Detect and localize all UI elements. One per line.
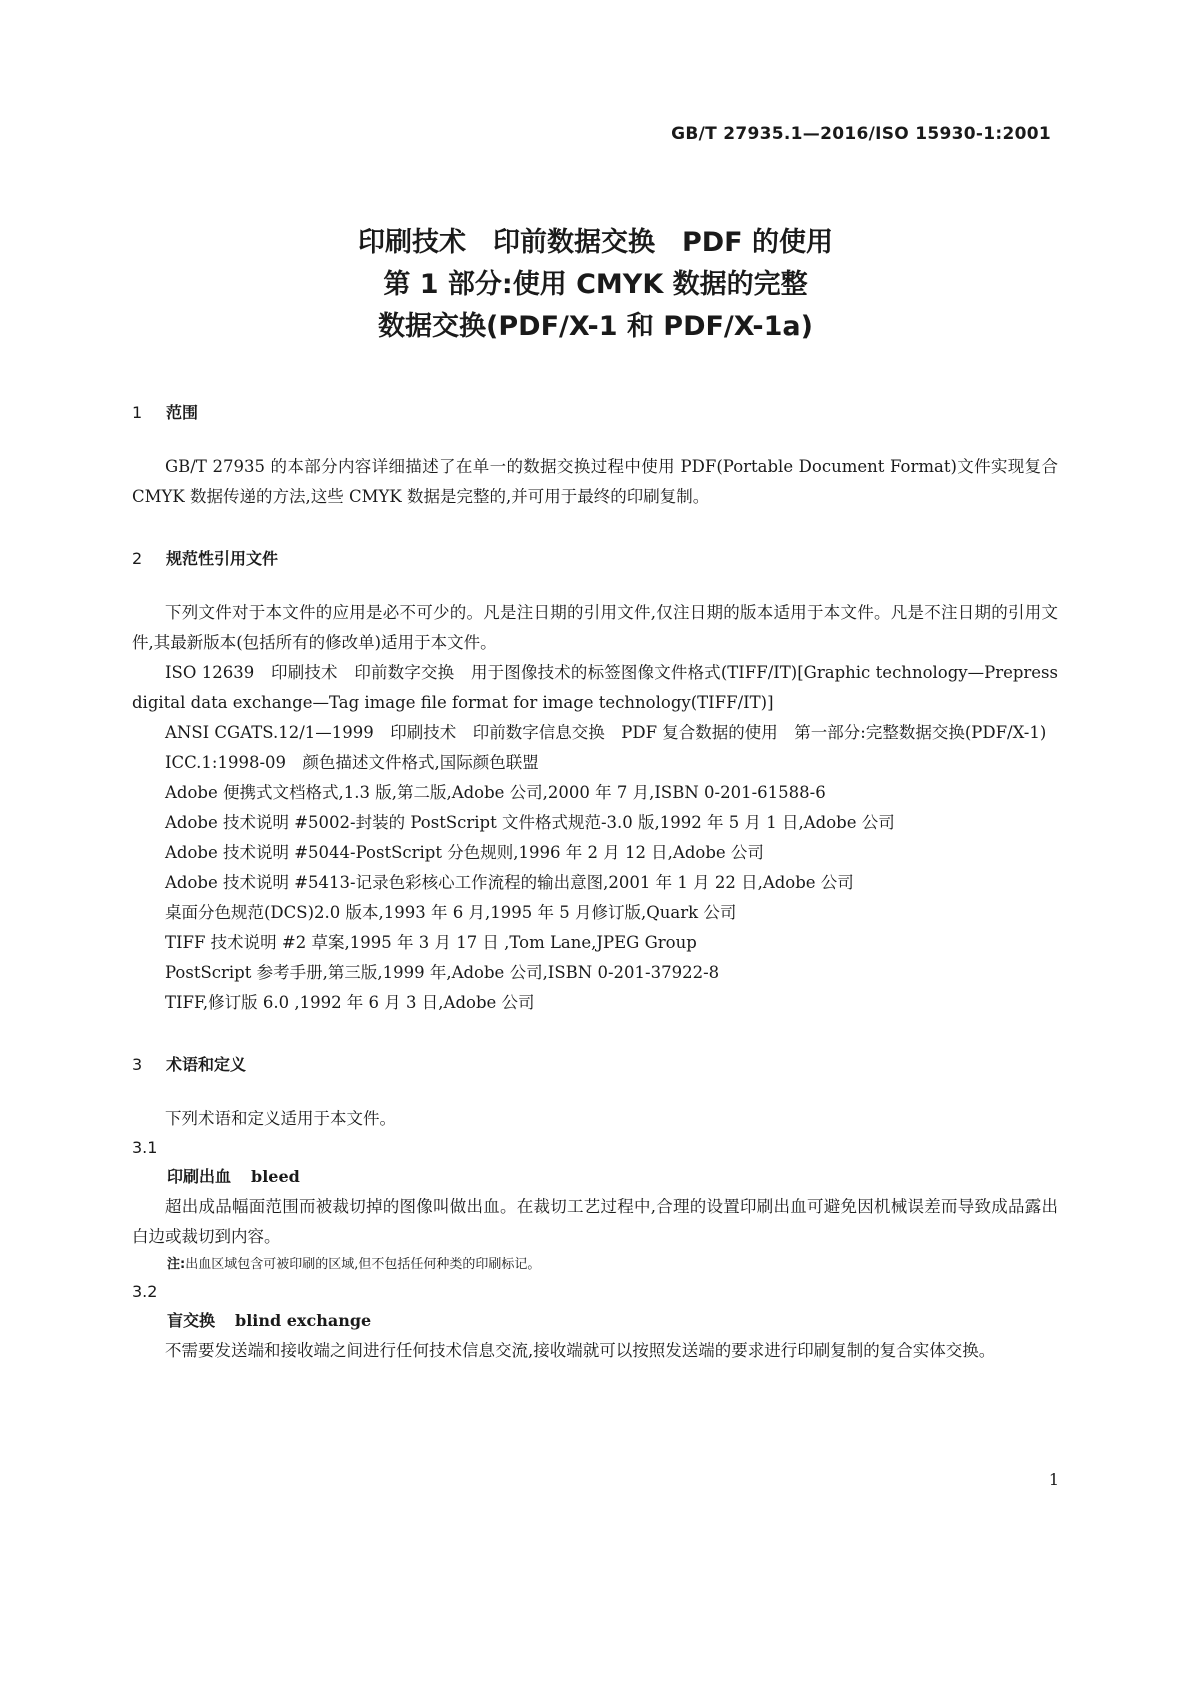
document-body [132,400,1058,1366]
reference-item: Adobe 技术说明 #5413-记录色彩核心工作流程的输出意图,2001 年 1 月 22 日,Adobe 公司 [165,873,854,892]
section-3-intro: 下列术语和定义适用于本文件。 [165,1109,396,1128]
section-title: 术语和定义 [166,1055,247,1074]
reference-item: Adobe 便携式文档格式,1.3 版,第二版,Adobe 公司,2000 年 7 月,ISBN 0-201-61588-6 [165,783,826,802]
reference-item: TIFF 技术说明 #2 草案,1995 年 3 月 17 日 ,Tom Lane,JPEG Group [165,933,697,952]
section-number: 1 [132,403,143,422]
section-1-heading [132,400,1058,428]
reference-item: Adobe 技术说明 #5044-PostScript 分色规则,1996 年 2 月 12 日,Adobe 公司 [165,843,764,862]
term-note [167,1252,1058,1278]
term-zh: 印刷出血 [167,1167,232,1186]
reference-item: ICC.1:1998-09 颜色描述文件格式,国际颜色联盟 [165,753,539,772]
term-heading [167,1162,1058,1192]
reference-item: 桌面分色规范(DCS)2.0 版本,1993 年 6 月,1995 年 5 月修订版,Quark 公司 [165,903,737,922]
reference-item: Adobe 技术说明 #5002-封装的 PostScript 文件格式规范-3.0 版,1992 年 5 月 1 日,Adobe 公司 [165,813,895,832]
title-line-1: 印刷技术 印前数据交换 PDF 的使用 [357,227,834,258]
title-line-3: 数据交换(PDF/X-1 和 PDF/X-1a) [378,311,813,342]
section-number: 2 [132,549,143,568]
section-2-intro: 下列文件对于本文件的应用是必不可少的。凡是注日期的引用文件,仅注日期的版本适用于本文件。凡是不注日期的引用文件,其最新版本(包括所有的修改单)适用于本文件。 [132,603,1058,652]
note-text: 出血区域包含可被印刷的区域,但不包括任何种类的印刷标记。 [185,1257,541,1272]
title-line-2: 第 1 部分:使用 CMYK 数据的完整 [383,269,808,300]
term-definition: 超出成品幅面范围而被裁切掉的图像叫做出血。在裁切工艺过程中,合理的设置印刷出血可避免因机械误差而导致成品露出白边或裁切到内容。 [132,1197,1058,1246]
section-title: 范围 [166,403,199,422]
term-definition: 不需要发送端和接收端之间进行任何技术信息交流,接收端就可以按照发送端的要求进行印刷复制的复合实体交换。 [165,1341,996,1360]
reference-item: TIFF,修订版 6.0 ,1992 年 6 月 3 日,Adobe 公司 [165,993,535,1012]
standard-number: GB/T 27935.1—2016/ISO 15930-1:2001 [671,124,1051,144]
section-title: 规范性引用文件 [166,549,279,568]
term-en: blind exchange [235,1311,372,1330]
term-number: 3.2 [132,1282,158,1301]
section-number: 3 [132,1055,143,1074]
section-2-heading [132,546,1058,574]
page-number: 1 [1048,1470,1059,1489]
term-number: 3.1 [132,1138,158,1157]
reference-item: ISO 12639 印刷技术 印前数字交换 用于图像技术的标签图像文件格式(TIFF/IT)[Graphic technology—Prepress digital data exchange—Tag image file format for image technology(TIFF/IT)] [132,663,1058,712]
section-3-heading [132,1052,1058,1080]
term-heading [167,1306,1058,1336]
section-1-paragraph: GB/T 27935 的本部分内容详细描述了在单一的数据交换过程中使用 PDF(Portable Document Format)文件实现复合 CMYK 数据传递的方法,这些 CMYK 数据是完整的,并可用于最终的印刷复制。 [132,457,1058,506]
term-zh: 盲交换 [167,1311,216,1330]
note-label: 注: [167,1257,186,1272]
reference-item: ANSI CGATS.12/1—1999 印刷技术 印前数字信息交换 PDF 复合数据的使用 第一部分:完整数据交换(PDF/X-1) [165,723,1047,742]
term-en: bleed [251,1167,300,1186]
reference-item: PostScript 参考手册,第三版,1999 年,Adobe 公司,ISBN 0-201-37922-8 [165,963,720,982]
document-title [0,222,1191,348]
